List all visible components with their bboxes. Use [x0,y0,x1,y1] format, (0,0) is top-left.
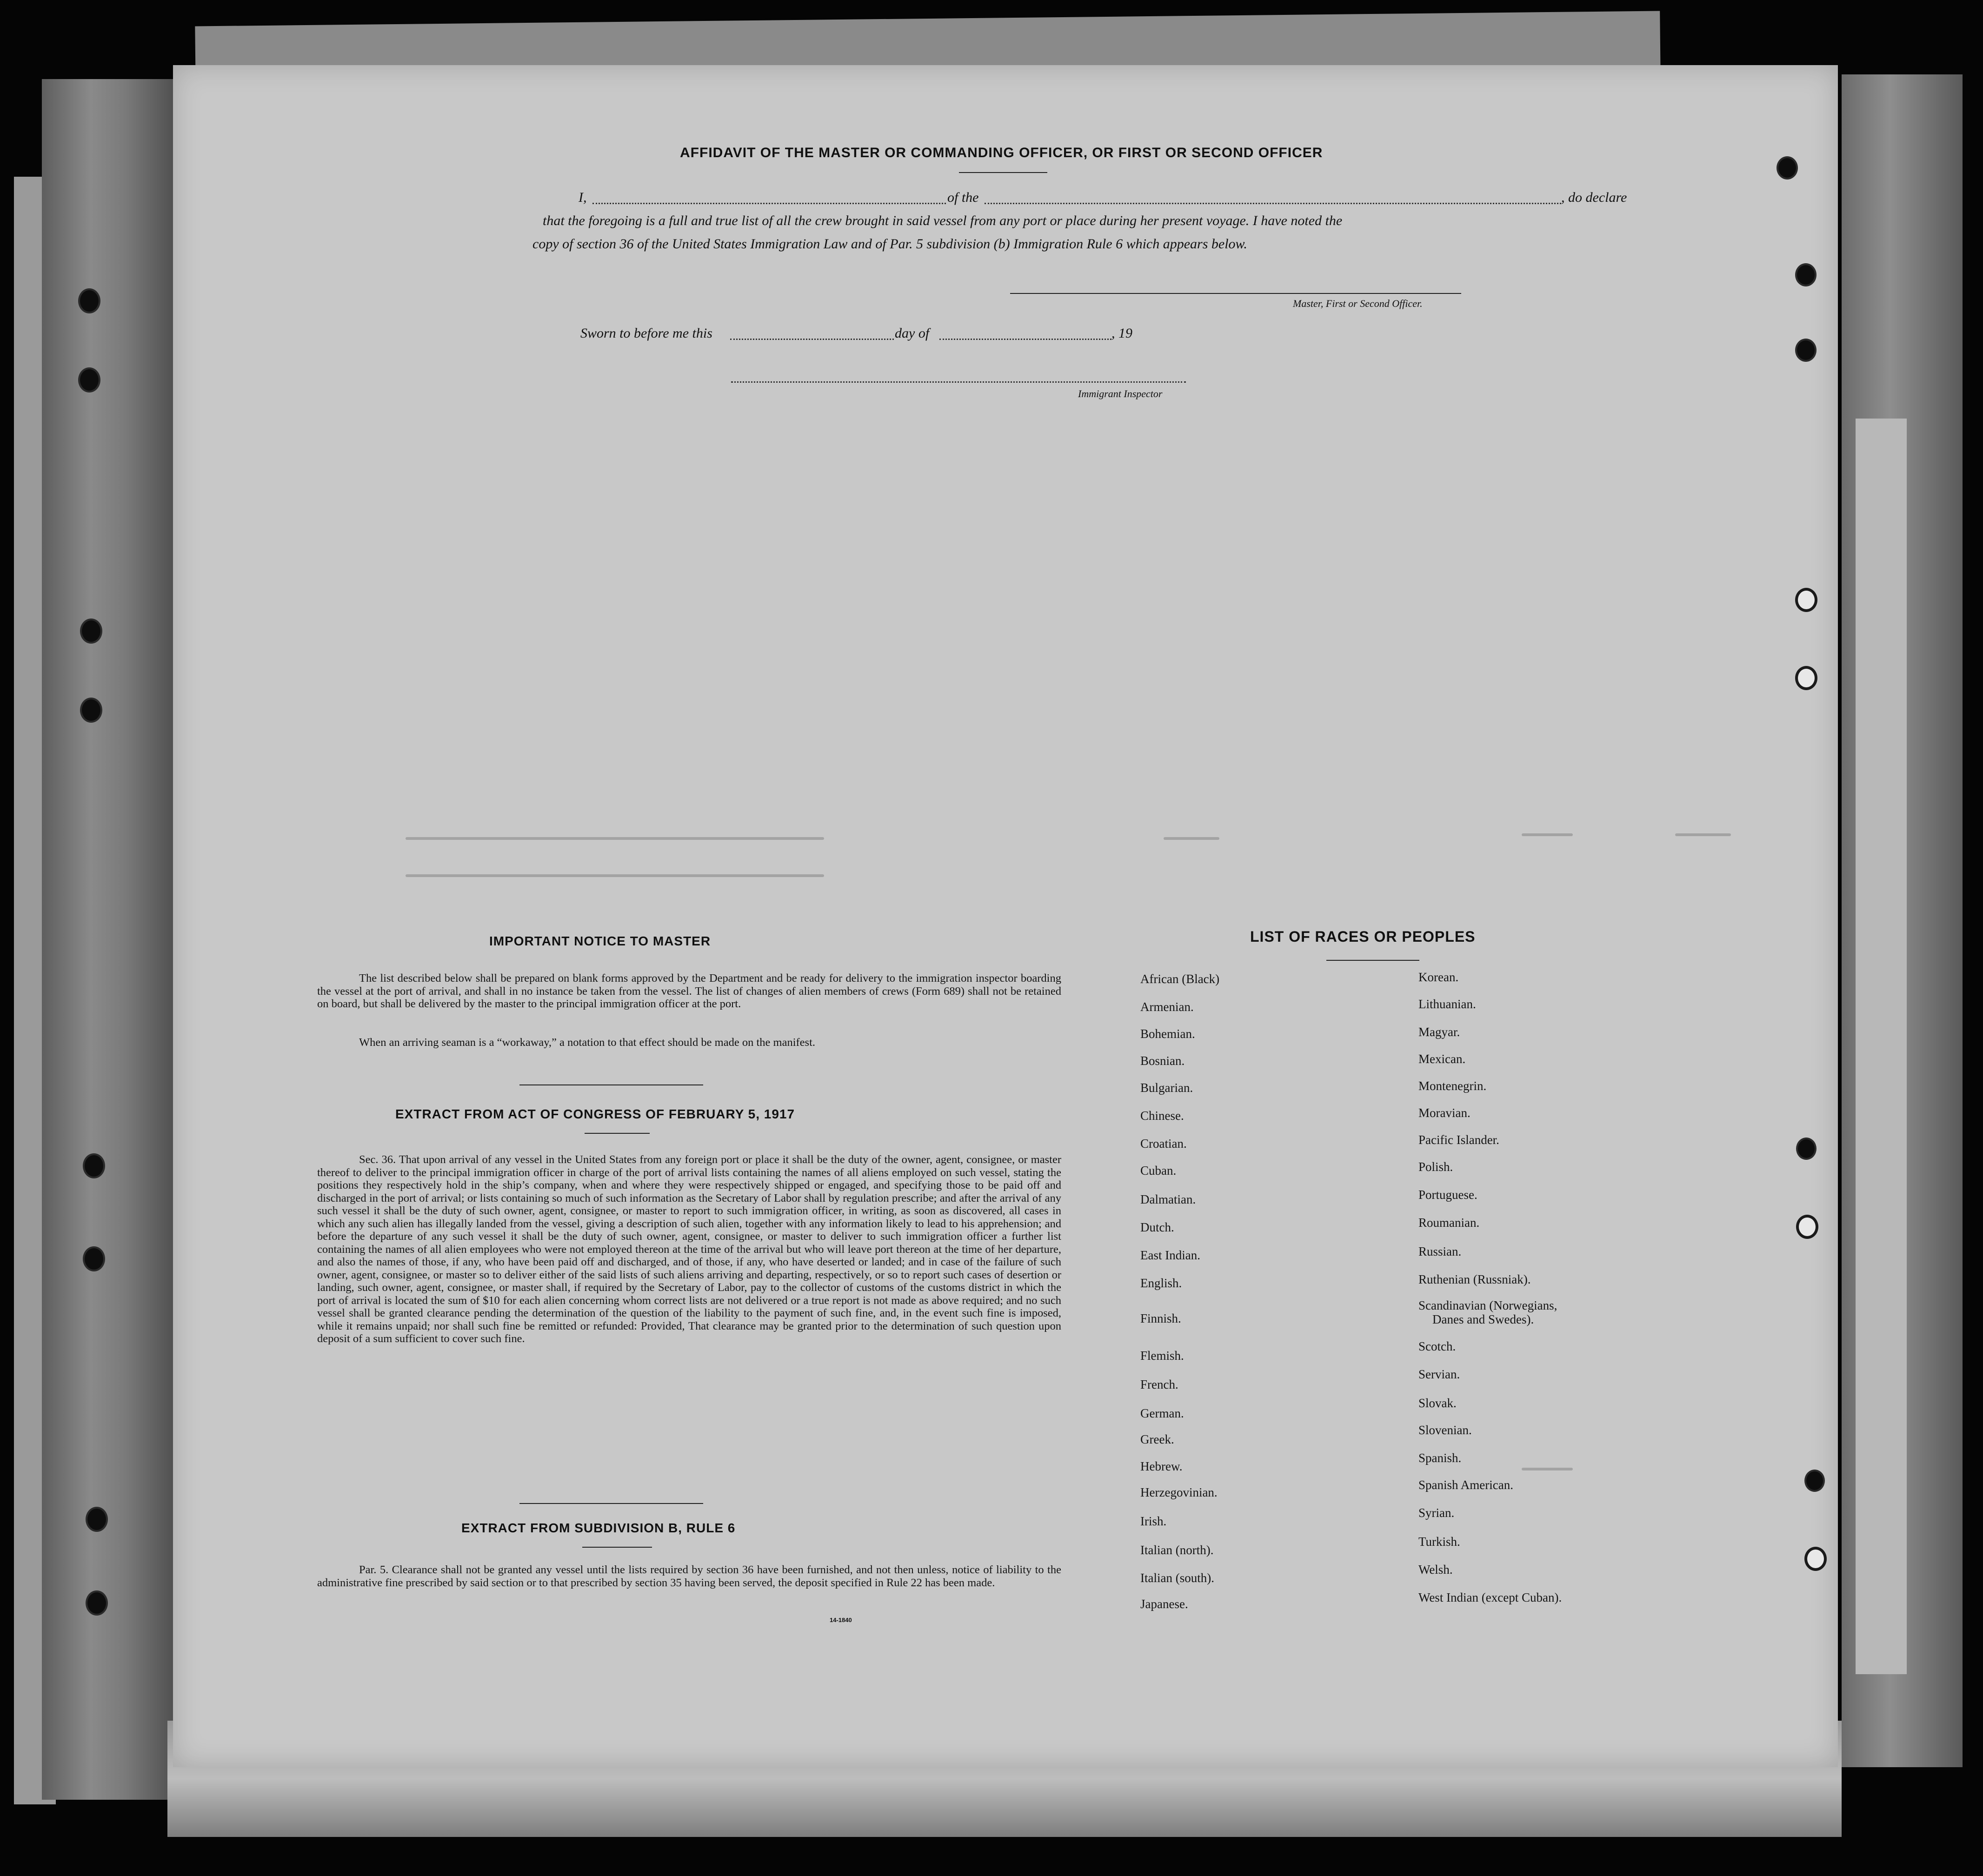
notice-title: IMPORTANT NOTICE TO MASTER [489,934,711,948]
race-right: West Indian (except Cuban). [1418,1590,1562,1604]
extract-rule-title: EXTRACT FROM SUBDIVISION B, RULE 6 [461,1521,736,1535]
show-through [406,874,824,877]
race-right: Slovak. [1418,1396,1457,1410]
signature-label: Master, First or Second Officer. [1293,298,1423,309]
notice-paragraph-1: The list described below shall be prepared on blank forms approved by the Department and be ready for delivery to the immigration inspector boarding the vessel at the port of arrival, and shall in no instance be taken from the vessel. The list of changes of alien members of crews (Form 689) shall not be retained on board, but shall be delivered by the master to the principal immigration officer at the port. [317,972,1061,1010]
binder-hole [1795,263,1817,286]
binder-hole [80,698,102,723]
background-sheet-right-inner [1856,419,1907,1674]
races-title: LIST OF RACES OR PEOPLES [1250,928,1476,945]
extract-rule-text: Par. 5. Clearance shall not be granted any vessel until the lists required by section 36 have been furnished, and not then unless, notice of liability to the administrative fine prescribed by said section or to that prescribed by section 35 having been served, the deposit specified in Rule 22 has been made. [317,1563,1061,1589]
show-through [1522,1468,1573,1470]
race-left: Dalmatian. [1140,1192,1196,1206]
background-sheet-left [42,79,181,1800]
show-through [1164,837,1219,840]
race-left: Italian (north). [1140,1543,1214,1557]
signature-line [1010,293,1461,294]
race-left: Hebrew. [1140,1459,1183,1473]
title-underline [1326,960,1419,961]
day-blank [730,339,894,340]
manifest-back-page [173,65,1838,1767]
race-left: Irish. [1140,1514,1167,1528]
binder-hole [86,1507,108,1532]
binder-hole [78,367,100,392]
race-left: Cuban. [1140,1164,1177,1177]
title-underline [582,1547,652,1548]
race-left: Chinese. [1140,1109,1184,1123]
race-right: Montenegrin. [1418,1079,1487,1093]
race-left: Bulgarian. [1140,1081,1193,1095]
section-divider [519,1084,703,1085]
race-right: Syrian. [1418,1506,1455,1520]
race-right: Spanish. [1418,1451,1462,1465]
section-divider [519,1503,703,1504]
race-right: Turkish. [1418,1535,1460,1549]
inspector-label: Immigrant Inspector [1078,388,1163,399]
race-left: Finnish. [1140,1311,1181,1325]
race-right: Russian. [1418,1244,1462,1258]
race-right: Slovenian. [1418,1423,1472,1437]
race-left: French. [1140,1377,1178,1391]
race-left: Italian (south). [1140,1571,1214,1585]
affidavit-do-declare: , do declare [1561,190,1627,205]
notice-paragraph-2: When an arriving seaman is a “workaway,” a notation to that effect should be made on the manifest. [359,1036,816,1049]
race-left: Dutch. [1140,1220,1174,1234]
race-left: Bosnian. [1140,1054,1185,1068]
race-right: Welsh. [1418,1563,1453,1577]
race-left: Flemish. [1140,1349,1184,1363]
race-right: Danes and Swedes). [1432,1312,1534,1326]
binder-hole [1796,1138,1817,1160]
affidavit-of-the: of the [947,190,979,205]
race-left: East Indian. [1140,1248,1200,1262]
race-left: Bohemian. [1140,1027,1195,1041]
race-left: Japanese. [1140,1597,1188,1611]
extract-act-text: Sec. 36. That upon arrival of any vessel in the United States from any foreign port or place it shall be the duty of the owner, agent, consignee, or master thereof to deliver to the principal immigration officer in charge of the port of arrival lists containing the names of all aliens employed on such vessel, stating the positions they respectively hold in the ship’s company, when and where they were respectively shipped or engaged, and specifying those to be paid off and discharged in the port of arrival; or lists containing so much of such information as the Secretary of Labor shall by regulation prescribe; and after the arrival of any such vessel it shall be the duty of such owner, agent, consignee, or master to report to such immigration officer, in writing, as soon as discovered, all cases in which any such alien has illegally landed from the vessel, giving a description of such alien, together with any information likely to lead to his apprehension; and before the departure of any such vessel it shall be the duty of such owner, agent, consignee, or master to deliver to such immigration officer a further list containing the names of all alien employees who were not employed thereon at the time of the arrival but who will leave port thereon at the time of her departure, and also the names of those, if any, who have been paid off and discharged, and of those, if any, who have deserted or landed; and in case of the failure of such owner, agent, consignee, or master so to deliver either of the said lists of such aliens arriving and departing, respectively, or so to report such cases of desertion or landing, such owner, agent, consignee, or master shall, if required by the Secretary of Labor, pay to the collector of customs of the customs district in which the port of arrival is located the sum of $10 for each alien concerning whom correct lists are not delivered or a true report is not made as above required; and no such vessel shall be granted clearance pending the determination of the question of the liability to the payment of such fine, and, in the event such fine is imposed, while it remains unpaid; nor shall such fine be remitted or refunded: Provided, That clearance may be granted prior to the determination of such question upon deposit of a sum sufficient to cover such fine. [317,1153,1061,1345]
show-through [1522,833,1573,836]
race-right: Ruthenian (Russniak). [1418,1272,1531,1286]
race-left: Greek. [1140,1432,1174,1446]
sworn-year: , 19 [1111,326,1132,341]
race-left: African (Black) [1140,972,1220,986]
race-right: Spanish American. [1418,1478,1513,1492]
show-through [1675,833,1731,836]
form-number: 14-1840 [830,1617,852,1623]
show-through [406,837,824,840]
extract-act-title: EXTRACT FROM ACT OF CONGRESS OF FEBRUARY 5, 1917 [395,1107,795,1121]
inspector-signature-line [731,381,1186,383]
race-right: Polish. [1418,1160,1453,1174]
binder-hole [1795,588,1817,612]
binder-hole [83,1153,105,1178]
title-underline [959,172,1047,173]
binder-hole [1795,339,1817,362]
binder-hole [86,1590,108,1616]
binder-hole [1795,666,1817,690]
race-right: Pacific Islander. [1418,1133,1499,1147]
binder-hole [1777,156,1798,180]
name-blank [592,203,946,204]
race-left: Armenian. [1140,1000,1194,1014]
race-right: Lithuanian. [1418,997,1476,1011]
race-right: Portuguese. [1418,1188,1477,1202]
title-underline [585,1133,650,1134]
month-blank [939,339,1111,340]
affidavit-line-3: copy of section 36 of the United States Immigration Law and of Par. 5 subdivision (b) Immigration Rule 6 which appears below. [532,236,1247,252]
affidavit-line-2: that the foregoing is a full and true list of all the crew brought in said vessel from any port or place during her present voyage. I have noted the [543,213,1343,228]
binder-hole [1796,1215,1818,1239]
race-left: Herzegovinian. [1140,1485,1218,1499]
race-left: Croatian. [1140,1137,1187,1151]
race-right: Magyar. [1418,1025,1460,1039]
binder-hole [1804,1470,1825,1492]
sworn-day-of: day of [895,326,930,341]
race-right: Korean. [1418,970,1459,984]
binder-hole [83,1246,105,1271]
race-left: German. [1140,1406,1184,1420]
affidavit-title: AFFIDAVIT OF THE MASTER OR COMMANDING OFFICER, OR FIRST OR SECOND OFFICER [680,145,1323,160]
race-left: English. [1140,1276,1182,1290]
race-right: Scandinavian (Norwegians, [1418,1298,1557,1312]
sworn-prefix: Sworn to before me this [580,326,712,341]
race-right: Mexican. [1418,1052,1466,1066]
binder-hole [78,288,100,313]
race-right: Scotch. [1418,1339,1456,1353]
race-right: Moravian. [1418,1106,1471,1120]
race-right: Roumanian. [1418,1216,1480,1230]
race-right: Servian. [1418,1367,1460,1381]
vessel-blank [985,203,1561,204]
binder-hole [80,619,102,644]
affidavit-i: I, [579,190,587,205]
binder-hole [1804,1547,1827,1571]
